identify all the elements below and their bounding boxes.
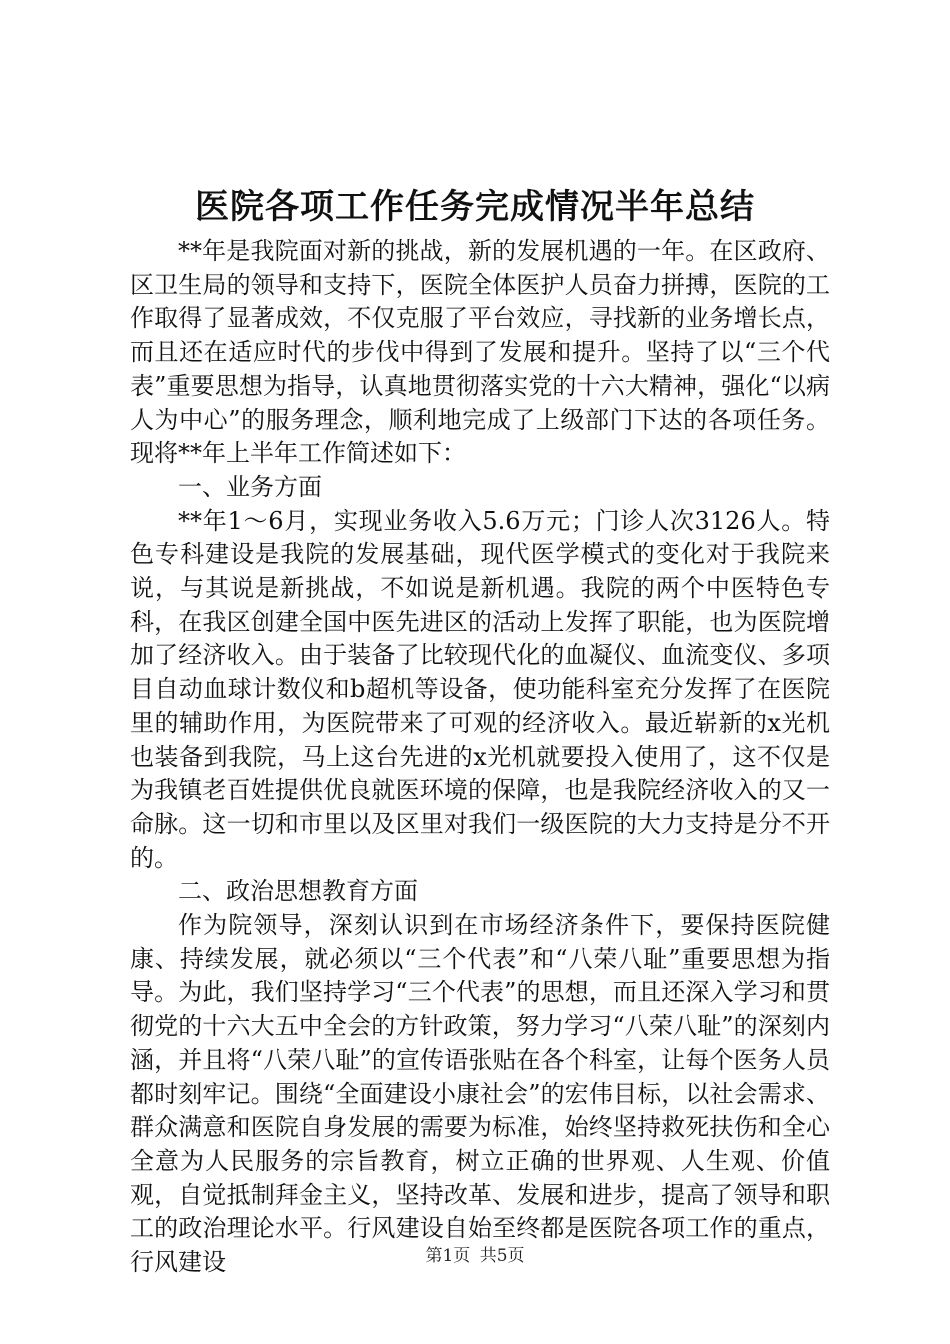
- page-number: 第1页: [425, 1246, 471, 1266]
- business-paragraph: **年1～6月，实现业务收入5.6万元；门诊人次3126人。特色专科建设是我院的发展基础，现代医学模式的变化对于我院来说，与其说是新挑战，不如说是新机遇。我院的两个中医特色专科，在我区创建全国中医先进区的活动上发挥了职能，也为医院增加了经济收入。由于装备了比较现代化的血凝仪、血流变仪、多项目自动血球计数仪和b超机等设备，使功能科室充分发挥了在医院里的辅助作用，为医院带来了可观的经济收入。最近崭新的x光机也装备到我院，马上这台先进的x光机就要投入使用了，这不仅是为我镇老百姓提供优良就医环境的保障，也是我院经济收入的又一命脉。这一切和市里以及区里对我们一级医院的大力支持是分不开的。: [130, 506, 830, 872]
- document-title: 医院各项工作任务完成情况半年总结: [195, 187, 755, 227]
- page-footer: [0, 1244, 950, 1268]
- page-total: 共5页: [479, 1246, 525, 1266]
- intro-paragraph: **年是我院面对新的挑战，新的发展机遇的一年。在区政府、区卫生局的领导和支持下，医院全体医护人员奋力拼搏，医院的工作取得了显著成效，不仅克服了平台效应，寻找新的业务增长点，而且还在适应时代的步伐中得到了发展和提升。坚持了以“三个代表”重要思想为指导，认真地贯彻落实党的十六大精神，强化“以病人为中心”的服务理念，顺利地完成了上级部门下达的各项任务。现将**年上半年工作简述如下：: [130, 237, 830, 468]
- political-paragraph: 作为院领导，深刻认识到在市场经济条件下，要保持医院健康、持续发展，就必须以“三个代表”和“八荣八耻”重要思想为指导。为此，我们坚持学习“三个代表”的思想，而且还深入学习和贯彻党的十六大五中全会的方针政策，努力学习“八荣八耻”的深刻内涵，并且将“八荣八耻”的宣传语张贴在各个科室，让每个医务人员都时刻牢记。围绕“全面建设小康社会”的宏伟目标，以社会需求、群众满意和医院自身发展的需要为标准，始终坚持救死扶伤和全心全意为人民服务的宗旨教育，树立正确的世界观、人生观、价值观，自觉抵制拜金主义，坚持改革、发展和进步，提高了领导和职工的政治理论水平。行风建设自始至终都是医院各项工作的重点，行风建设: [130, 911, 830, 1277]
- document-body: [130, 235, 830, 1280]
- section-heading-business: 一、业务方面: [178, 472, 322, 501]
- section-heading-political: 二、政治思想教育方面: [178, 877, 418, 906]
